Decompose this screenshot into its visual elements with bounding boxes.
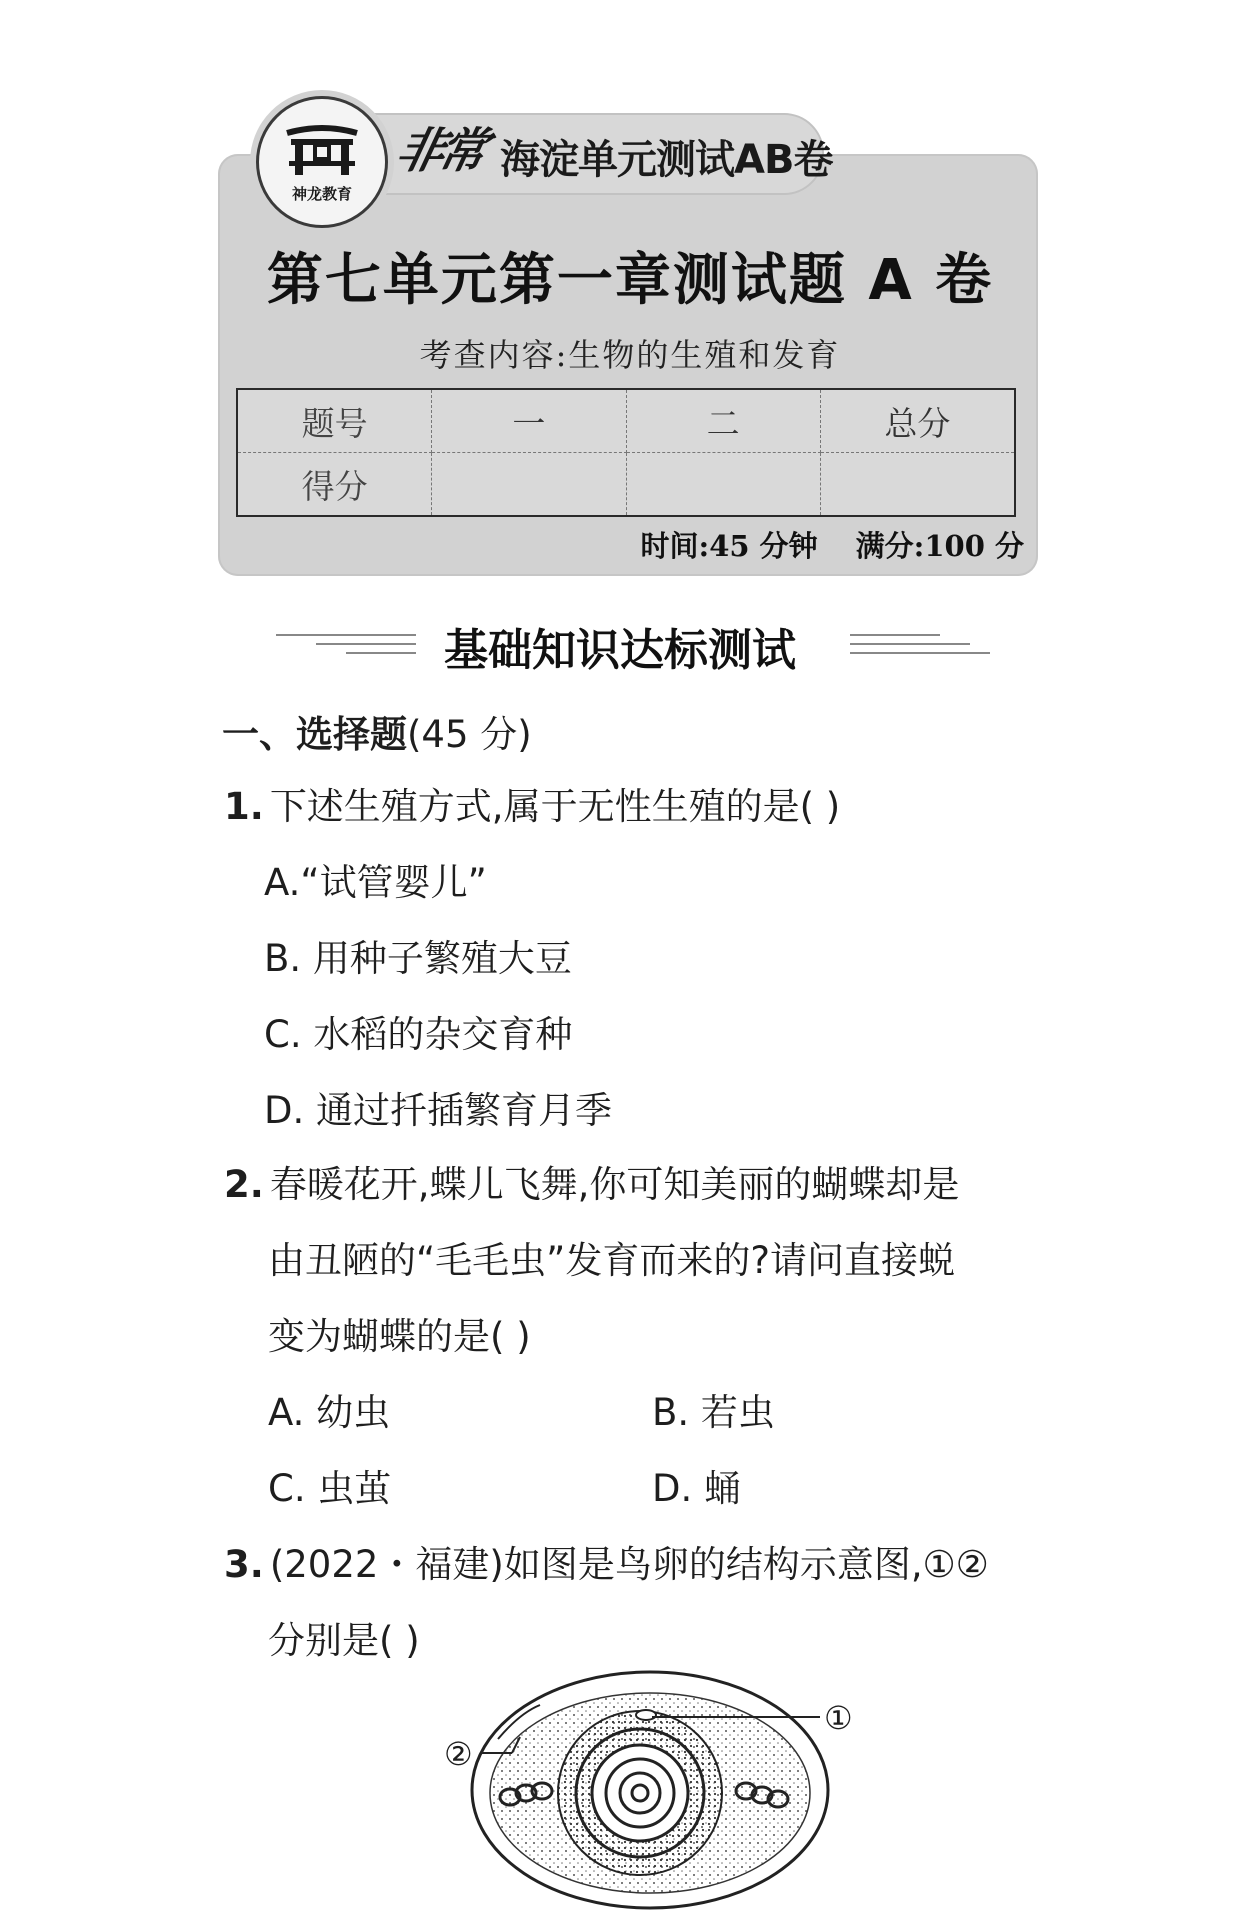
question-text-line: 由丑陋的“毛毛虫”发育而来的?请问直接蜕 (268, 1239, 955, 1282)
question-3 (224, 1534, 989, 1588)
score-table-header: 二 (626, 389, 820, 453)
question-text-line: 分别是( ) (268, 1619, 420, 1662)
brand-script: 非常 (391, 123, 488, 179)
series-name: 海淀单元测试AB卷 (500, 137, 833, 183)
score-cell (432, 453, 626, 517)
option-a[interactable]: A.“试管婴儿” (264, 861, 487, 904)
score-table-score-row (237, 453, 1015, 517)
bird-egg-diagram (444, 1665, 880, 1920)
score-table-header: 一 (432, 389, 626, 453)
germinal-disc (636, 1710, 656, 1720)
logo-text: 神龙教育 (291, 185, 352, 203)
heading-decoration-right (850, 634, 990, 661)
score-table-header-row (237, 389, 1015, 453)
timing-info (640, 524, 1024, 565)
option-d[interactable]: D. 通过扦插繁育月季 (264, 1089, 613, 1132)
option-c[interactable]: C. 虫茧 (268, 1467, 392, 1510)
score-cell (626, 453, 820, 517)
option-d[interactable]: D. 蛹 (652, 1467, 742, 1510)
part-heading (222, 704, 532, 758)
score-table-header: 题号 (237, 389, 432, 453)
publisher-logo (256, 96, 388, 228)
question-text-line: 变为蝴蝶的是( ) (268, 1315, 531, 1358)
option-b[interactable]: B. 用种子繁殖大豆 (264, 937, 572, 980)
question-number: 2. (224, 1163, 264, 1206)
score-table (236, 388, 1016, 517)
gate-icon (259, 99, 385, 225)
part-points: (45 分) (407, 713, 532, 756)
full-score: 满分:100 分 (855, 529, 1024, 563)
question-number: 1. (224, 785, 264, 828)
question-1 (224, 776, 840, 830)
question-text: (2022・福建)如图是鸟卵的结构示意图,①② (269, 1543, 989, 1586)
label-2: ② (444, 1735, 473, 1773)
section-heading: 基础知识达标测试 (444, 625, 796, 676)
test-title: 第七单元第一章测试题 A 卷 (266, 248, 994, 313)
score-cell (820, 453, 1015, 517)
option-c[interactable]: C. 水稻的杂交育种 (264, 1013, 573, 1056)
question-2 (224, 1154, 959, 1208)
question-text: 下述生殖方式,属于无性生殖的是( ) (269, 785, 841, 828)
label-1: ① (824, 1699, 853, 1737)
time-limit: 时间:45 分钟 (640, 529, 818, 563)
option-a[interactable]: A. 幼虫 (268, 1391, 391, 1434)
question-number: 3. (224, 1543, 264, 1586)
part-label: 一、选择题 (222, 713, 407, 756)
score-row-label: 得分 (237, 453, 432, 517)
score-table-header: 总分 (820, 389, 1015, 453)
test-subtitle: 考查内容:生物的生殖和发育 (419, 336, 841, 374)
question-text: 春暖花开,蝶儿飞舞,你可知美丽的蝴蝶却是 (269, 1163, 960, 1206)
option-b[interactable]: B. 若虫 (652, 1391, 775, 1434)
